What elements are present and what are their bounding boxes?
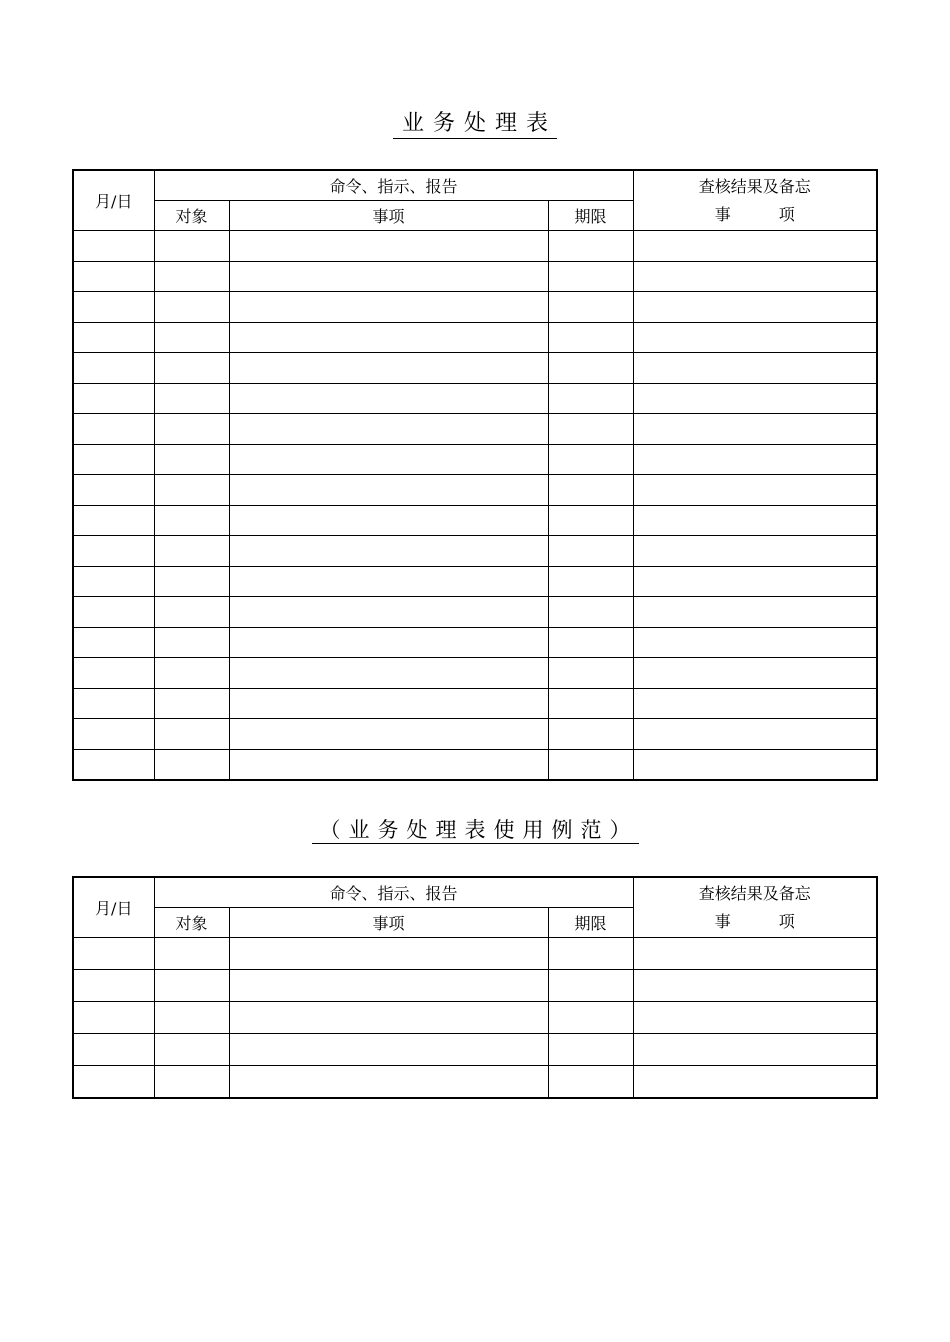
review-memo-cell	[633, 658, 877, 689]
deadline-cell	[548, 292, 633, 323]
review-memo-cell	[633, 749, 877, 780]
date-cell	[73, 970, 154, 1002]
review-memo-cell	[633, 627, 877, 658]
command-group-header: 命令、指示、报告	[154, 877, 633, 908]
review-memo-cell	[633, 566, 877, 597]
review-memo-sub-2: 项	[778, 911, 795, 931]
table-row	[73, 658, 877, 689]
matter-cell	[229, 383, 548, 414]
example-title-text: （业务处理表使用例范）	[312, 817, 639, 844]
target-cell	[154, 1066, 229, 1099]
matter-cell	[229, 627, 548, 658]
deadline-cell	[548, 414, 633, 445]
target-cell	[154, 658, 229, 689]
deadline-cell	[548, 597, 633, 628]
deadline-cell	[548, 353, 633, 384]
table-row	[73, 444, 877, 475]
target-cell	[154, 597, 229, 628]
date-cell	[73, 658, 154, 689]
date-cell	[73, 597, 154, 628]
review-memo-sub-1: 事	[714, 911, 731, 931]
deadline-cell	[548, 688, 633, 719]
deadline-cell	[548, 475, 633, 506]
table-row	[73, 627, 877, 658]
target-cell	[154, 505, 229, 536]
deadline-cell	[548, 749, 633, 780]
target-cell	[154, 749, 229, 780]
table-row	[73, 231, 877, 262]
table-row	[73, 749, 877, 780]
deadline-cell	[548, 938, 633, 970]
date-cell	[73, 1066, 154, 1099]
table-row	[73, 597, 877, 628]
table-row	[73, 719, 877, 750]
deadline-cell	[548, 658, 633, 689]
matter-cell	[229, 566, 548, 597]
target-cell	[154, 1002, 229, 1034]
review-memo-cell	[633, 1066, 877, 1099]
matter-header: 事项	[229, 201, 548, 231]
date-cell	[73, 688, 154, 719]
target-cell	[154, 383, 229, 414]
date-cell	[73, 475, 154, 506]
table-row	[73, 1066, 877, 1099]
target-cell	[154, 292, 229, 323]
date-cell	[73, 261, 154, 292]
matter-cell	[229, 1002, 548, 1034]
review-memo-cell	[633, 292, 877, 323]
date-cell	[73, 627, 154, 658]
matter-cell	[229, 658, 548, 689]
review-memo-cell	[633, 536, 877, 567]
review-memo-title: 查核结果及备忘	[698, 176, 811, 196]
table-row	[73, 261, 877, 292]
review-memo-title: 查核结果及备忘	[698, 883, 811, 903]
matter-cell	[229, 719, 548, 750]
table-row	[73, 1034, 877, 1066]
table-row	[73, 970, 877, 1002]
target-cell	[154, 231, 229, 262]
date-cell	[73, 444, 154, 475]
target-cell	[154, 566, 229, 597]
example-title	[0, 817, 950, 844]
example-table	[72, 876, 878, 1099]
matter-cell	[229, 353, 548, 384]
review-memo-header	[633, 170, 877, 231]
review-memo-cell	[633, 688, 877, 719]
table-row	[73, 536, 877, 567]
date-cell	[73, 292, 154, 323]
matter-cell	[229, 475, 548, 506]
deadline-cell	[548, 322, 633, 353]
matter-cell	[229, 322, 548, 353]
deadline-header: 期限	[548, 908, 633, 938]
date-cell	[73, 505, 154, 536]
table-row	[73, 938, 877, 970]
date-header: 月/日	[73, 877, 154, 938]
table-row	[73, 475, 877, 506]
deadline-cell	[548, 970, 633, 1002]
matter-cell	[229, 414, 548, 445]
matter-cell	[229, 1066, 548, 1099]
business-processing-table	[72, 169, 878, 781]
target-cell	[154, 536, 229, 567]
matter-cell	[229, 231, 548, 262]
review-memo-cell	[633, 231, 877, 262]
date-header: 月/日	[73, 170, 154, 231]
deadline-cell	[548, 444, 633, 475]
review-memo-header	[633, 877, 877, 938]
date-cell	[73, 938, 154, 970]
date-cell	[73, 322, 154, 353]
deadline-cell	[548, 383, 633, 414]
target-cell	[154, 322, 229, 353]
review-memo-cell	[633, 719, 877, 750]
date-cell	[73, 1002, 154, 1034]
date-cell	[73, 749, 154, 780]
page-title-text: 业务处理表	[393, 110, 557, 139]
review-memo-cell	[633, 383, 877, 414]
table-row	[73, 505, 877, 536]
matter-cell	[229, 1034, 548, 1066]
date-cell	[73, 414, 154, 445]
review-memo-cell	[633, 970, 877, 1002]
review-memo-cell	[633, 505, 877, 536]
date-cell	[73, 719, 154, 750]
deadline-header: 期限	[548, 201, 633, 231]
target-cell	[154, 475, 229, 506]
review-memo-cell	[633, 1002, 877, 1034]
table-row	[73, 353, 877, 384]
matter-cell	[229, 292, 548, 323]
deadline-cell	[548, 505, 633, 536]
review-memo-sub-2: 项	[778, 204, 795, 224]
table-row	[73, 688, 877, 719]
table-row	[73, 383, 877, 414]
matter-cell	[229, 970, 548, 1002]
target-cell	[154, 353, 229, 384]
matter-cell	[229, 597, 548, 628]
date-cell	[73, 1034, 154, 1066]
matter-cell	[229, 444, 548, 475]
deadline-cell	[548, 1002, 633, 1034]
review-memo-cell	[633, 597, 877, 628]
table-row	[73, 292, 877, 323]
matter-cell	[229, 261, 548, 292]
date-cell	[73, 353, 154, 384]
matter-cell	[229, 505, 548, 536]
deadline-cell	[548, 231, 633, 262]
deadline-cell	[548, 627, 633, 658]
target-cell	[154, 414, 229, 445]
table-row	[73, 414, 877, 445]
target-header: 对象	[154, 201, 229, 231]
review-memo-cell	[633, 938, 877, 970]
target-cell	[154, 627, 229, 658]
review-memo-cell	[633, 1034, 877, 1066]
page-title	[0, 110, 950, 139]
date-cell	[73, 566, 154, 597]
target-header: 对象	[154, 908, 229, 938]
target-cell	[154, 938, 229, 970]
matter-header: 事项	[229, 908, 548, 938]
date-cell	[73, 536, 154, 567]
deadline-cell	[548, 1066, 633, 1099]
table-row	[73, 1002, 877, 1034]
matter-cell	[229, 688, 548, 719]
deadline-cell	[548, 566, 633, 597]
target-cell	[154, 261, 229, 292]
table-row	[73, 322, 877, 353]
date-cell	[73, 231, 154, 262]
review-memo-sub-1: 事	[714, 204, 731, 224]
date-cell	[73, 383, 154, 414]
review-memo-cell	[633, 444, 877, 475]
target-cell	[154, 1034, 229, 1066]
deadline-cell	[548, 1034, 633, 1066]
deadline-cell	[548, 261, 633, 292]
review-memo-cell	[633, 261, 877, 292]
command-group-header: 命令、指示、报告	[154, 170, 633, 201]
target-cell	[154, 688, 229, 719]
review-memo-cell	[633, 414, 877, 445]
target-cell	[154, 719, 229, 750]
deadline-cell	[548, 719, 633, 750]
deadline-cell	[548, 536, 633, 567]
review-memo-cell	[633, 475, 877, 506]
target-cell	[154, 444, 229, 475]
review-memo-cell	[633, 353, 877, 384]
review-memo-cell	[633, 322, 877, 353]
matter-cell	[229, 749, 548, 780]
table-row	[73, 566, 877, 597]
target-cell	[154, 970, 229, 1002]
matter-cell	[229, 536, 548, 567]
matter-cell	[229, 938, 548, 970]
